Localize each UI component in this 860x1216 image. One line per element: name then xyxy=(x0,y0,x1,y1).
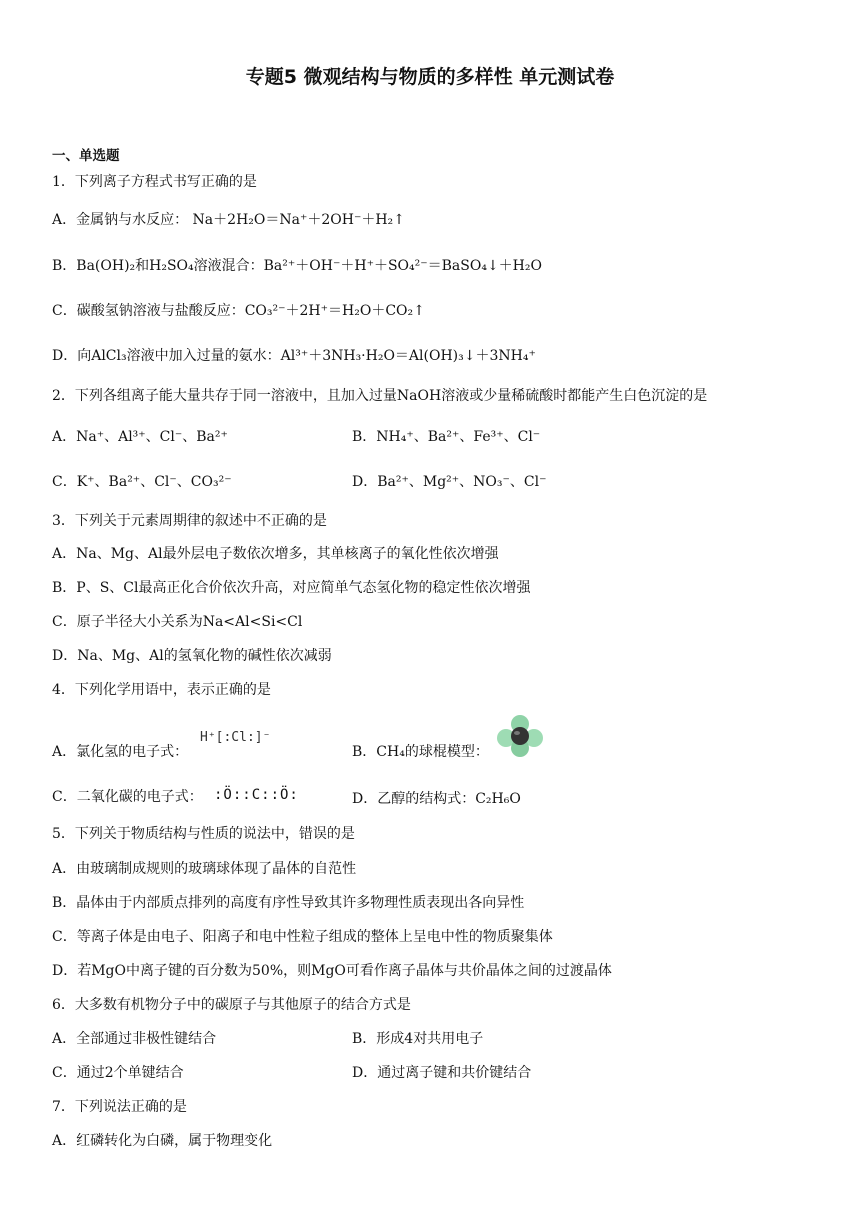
question-3-option-d: D．Na、Mg、Al的氢氧化物的碱性依次减弱 xyxy=(52,648,332,664)
question-4-stem: 4．下列化学用语中，表示正确的是 xyxy=(52,682,271,698)
question-6-stem: 6．大多数有机物分子中的碳原子与其他原子的结合方式是 xyxy=(52,997,411,1013)
question-5-option-c: C．等离子体是由电子、阳离子和电中性粒子组成的整体上呈电中性的物质聚集体 xyxy=(52,929,553,945)
question-2-stem: 2．下列各组离子能大量共存于同一溶液中，且加入过量NaOH溶液或少量稀硫酸时都能产生白色沉淀的是 xyxy=(52,388,708,404)
question-3-option-a: A．Na、Mg、Al最外层电子数依次增多，其单核离子的氧化性依次增强 xyxy=(52,546,499,562)
question-2-option-a: A．Na⁺、Al³⁺、Cl⁻、Ba²⁺ xyxy=(52,429,228,445)
question-5-stem: 5．下列关于物质结构与性质的说法中，错误的是 xyxy=(52,826,355,842)
question-2-option-c: C．K⁺、Ba²⁺、Cl⁻、CO₃²⁻ xyxy=(52,474,232,490)
question-4-option-d: D．乙醇的结构式：C₂H₆O xyxy=(352,791,521,807)
question-1-option-b: B．Ba(OH)₂和H₂SO₄溶液混合：Ba²⁺＋OH⁻＋H⁺＋SO₄²⁻＝BaSO₄↓＋H₂O xyxy=(52,258,542,274)
page-title: 专题5 微观结构与物质的多样性 单元测试卷 xyxy=(245,66,615,88)
question-6-option-a: A．全部通过非极性键结合 xyxy=(52,1031,217,1047)
hcl-electron-formula: H⁺[:Cl:]⁻ xyxy=(200,730,271,745)
question-6-option-b: B．形成4对共用电子 xyxy=(352,1031,484,1047)
question-4-option-b: B．CH₄的球棍模型： xyxy=(352,744,489,760)
question-1-option-c: C．碳酸氢钠溶液与盐酸反应：CO₃²⁻＋2H⁺＝H₂O＋CO₂↑ xyxy=(52,303,425,319)
question-1-stem: 1．下列离子方程式书写正确的是 xyxy=(52,174,257,190)
question-2-option-d: D．Ba²⁺、Mg²⁺、NO₃⁻、Cl⁻ xyxy=(352,474,547,490)
question-7-option-a: A．红磷转化为白磷，属于物理变化 xyxy=(52,1133,273,1149)
question-6-option-c: C．通过2个单键结合 xyxy=(52,1065,184,1081)
question-2-option-b: B．NH₄⁺、Ba²⁺、Fe³⁺、Cl⁻ xyxy=(352,429,541,445)
question-3-option-b: B．P、S、Cl最高正化合价依次升高，对应简单气态氢化物的稳定性依次增强 xyxy=(52,580,531,596)
question-7-stem: 7．下列说法正确的是 xyxy=(52,1099,187,1115)
question-5-option-b: B．晶体由于内部质点排列的高度有序性导致其许多物理性质表现出各向异性 xyxy=(52,895,525,911)
question-1-option-a: A．金属钠与水反应： Na＋2H₂O＝Na⁺＋2OH⁻＋H₂↑ xyxy=(52,212,405,228)
co2-electron-formula: :Ö::C::Ö: xyxy=(214,787,299,803)
question-1-option-d: D．向AlCl₃溶液中加入过量的氨水：Al³⁺＋3NH₃·H₂O＝Al(OH)₃↓＋3NH₄⁺ xyxy=(52,348,536,364)
ch4-ball-stick-model-icon xyxy=(496,714,544,758)
question-5-option-a: A．由玻璃制成规则的玻璃球体现了晶体的自范性 xyxy=(52,861,357,877)
question-6-option-d: D．通过离子键和共价键结合 xyxy=(352,1065,532,1081)
question-3-stem: 3．下列关于元素周期律的叙述中不正确的是 xyxy=(52,513,327,529)
section-heading: 一、单选题 xyxy=(52,148,120,164)
question-4-option-a: A．氯化氢的电子式： xyxy=(52,744,189,760)
question-3-option-c: C．原子半径大小关系为Na<Al<Si<Cl xyxy=(52,614,303,630)
question-4-option-c: C．二氧化碳的电子式： xyxy=(52,789,203,805)
question-5-option-d: D．若MgO中离子键的百分数为50%，则MgO可看作离子晶体与共价晶体之间的过渡晶体 xyxy=(52,963,612,979)
